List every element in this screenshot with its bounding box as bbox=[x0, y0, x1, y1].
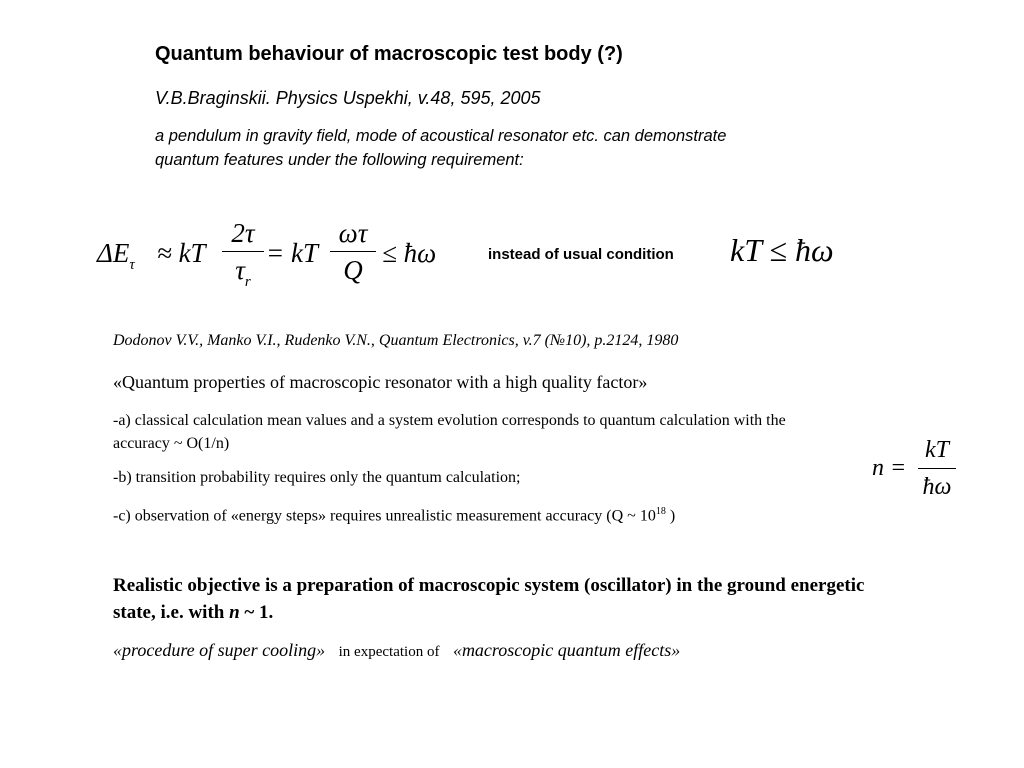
usual-condition-formula: kT ≤ ħω bbox=[730, 232, 834, 268]
objective-statement bbox=[113, 572, 873, 626]
quantum-effects-phrase: «macroscopic quantum effects» bbox=[452, 640, 681, 660]
slide-title: Quantum behaviour of macroscopic test body (?) bbox=[155, 43, 623, 65]
super-cooling-phrase: «procedure of super cooling» bbox=[113, 640, 326, 660]
fraction-numerator: ωτ bbox=[338, 218, 368, 248]
fraction-denominator: Q bbox=[343, 255, 363, 285]
objective-tail: ~ 1. bbox=[239, 602, 274, 623]
fraction-numerator: 2τ bbox=[231, 218, 255, 248]
r-subscript: r bbox=[244, 274, 251, 290]
fraction-numerator: kT bbox=[925, 437, 949, 463]
fraction-bar bbox=[918, 468, 956, 469]
tau-symbol: τ bbox=[235, 255, 245, 285]
delta-e-symbol: ΔE bbox=[97, 238, 130, 268]
fraction-2tau-tau-r bbox=[222, 218, 264, 290]
article-title: «Quantum properties of macroscopic resonator with a high quality factor» bbox=[113, 372, 648, 392]
fraction-bar bbox=[222, 251, 264, 252]
delta-e-term bbox=[97, 238, 135, 273]
condition-label: instead of usual condition bbox=[488, 246, 674, 263]
fraction-denominator: ħω bbox=[922, 474, 952, 500]
list-item-a: -a) classical calculation mean values and a system evolution corresponds to quantum calculation with the accuracy ~ O(1/n) bbox=[113, 412, 786, 452]
fraction-denominator bbox=[222, 255, 264, 290]
expectation-phrase: in expectation of bbox=[338, 644, 440, 660]
n-equals: n = bbox=[872, 455, 907, 481]
list-item-b: -b) transition probability requires only the quantum calculation; bbox=[113, 469, 521, 486]
list-item-c bbox=[113, 506, 675, 525]
le-hbar-omega-term: ≤ ħω bbox=[382, 238, 437, 268]
item-c-close: ) bbox=[665, 507, 676, 525]
tau-subscript: τ bbox=[129, 257, 135, 273]
n-symbol: n bbox=[229, 602, 240, 623]
equals-kt-term: = kT bbox=[266, 238, 318, 268]
fraction-omegatau-q bbox=[330, 218, 376, 285]
item-c-text: -c) observation of «energy steps» requires unrealistic measurement accuracy (Q ~ 10 bbox=[113, 507, 656, 525]
fraction-bar bbox=[330, 251, 376, 252]
final-statement bbox=[113, 640, 680, 661]
citation-braginskii: V.B.Braginskii. Physics Uspekhi, v.48, 595, 2005 bbox=[155, 88, 541, 108]
intro-paragraph: a pendulum in gravity field, mode of acoustical resonator etc. can demonstrate quantum features under the following requirement: bbox=[155, 127, 727, 169]
item-c-exponent: 18 bbox=[655, 506, 666, 517]
approx-kt-term: ≈ kT bbox=[157, 238, 206, 268]
citation-dodonov: Dodonov V.V., Manko V.I., Rudenko V.N., Quantum Electronics, v.7 (№10), p.2124, 1980 bbox=[113, 332, 679, 349]
objective-text: Realistic objective is a preparation of macroscopic system (oscillator) in the ground energetic state, i.e. with bbox=[113, 575, 865, 623]
fraction-kt-hbar-omega bbox=[918, 435, 956, 502]
